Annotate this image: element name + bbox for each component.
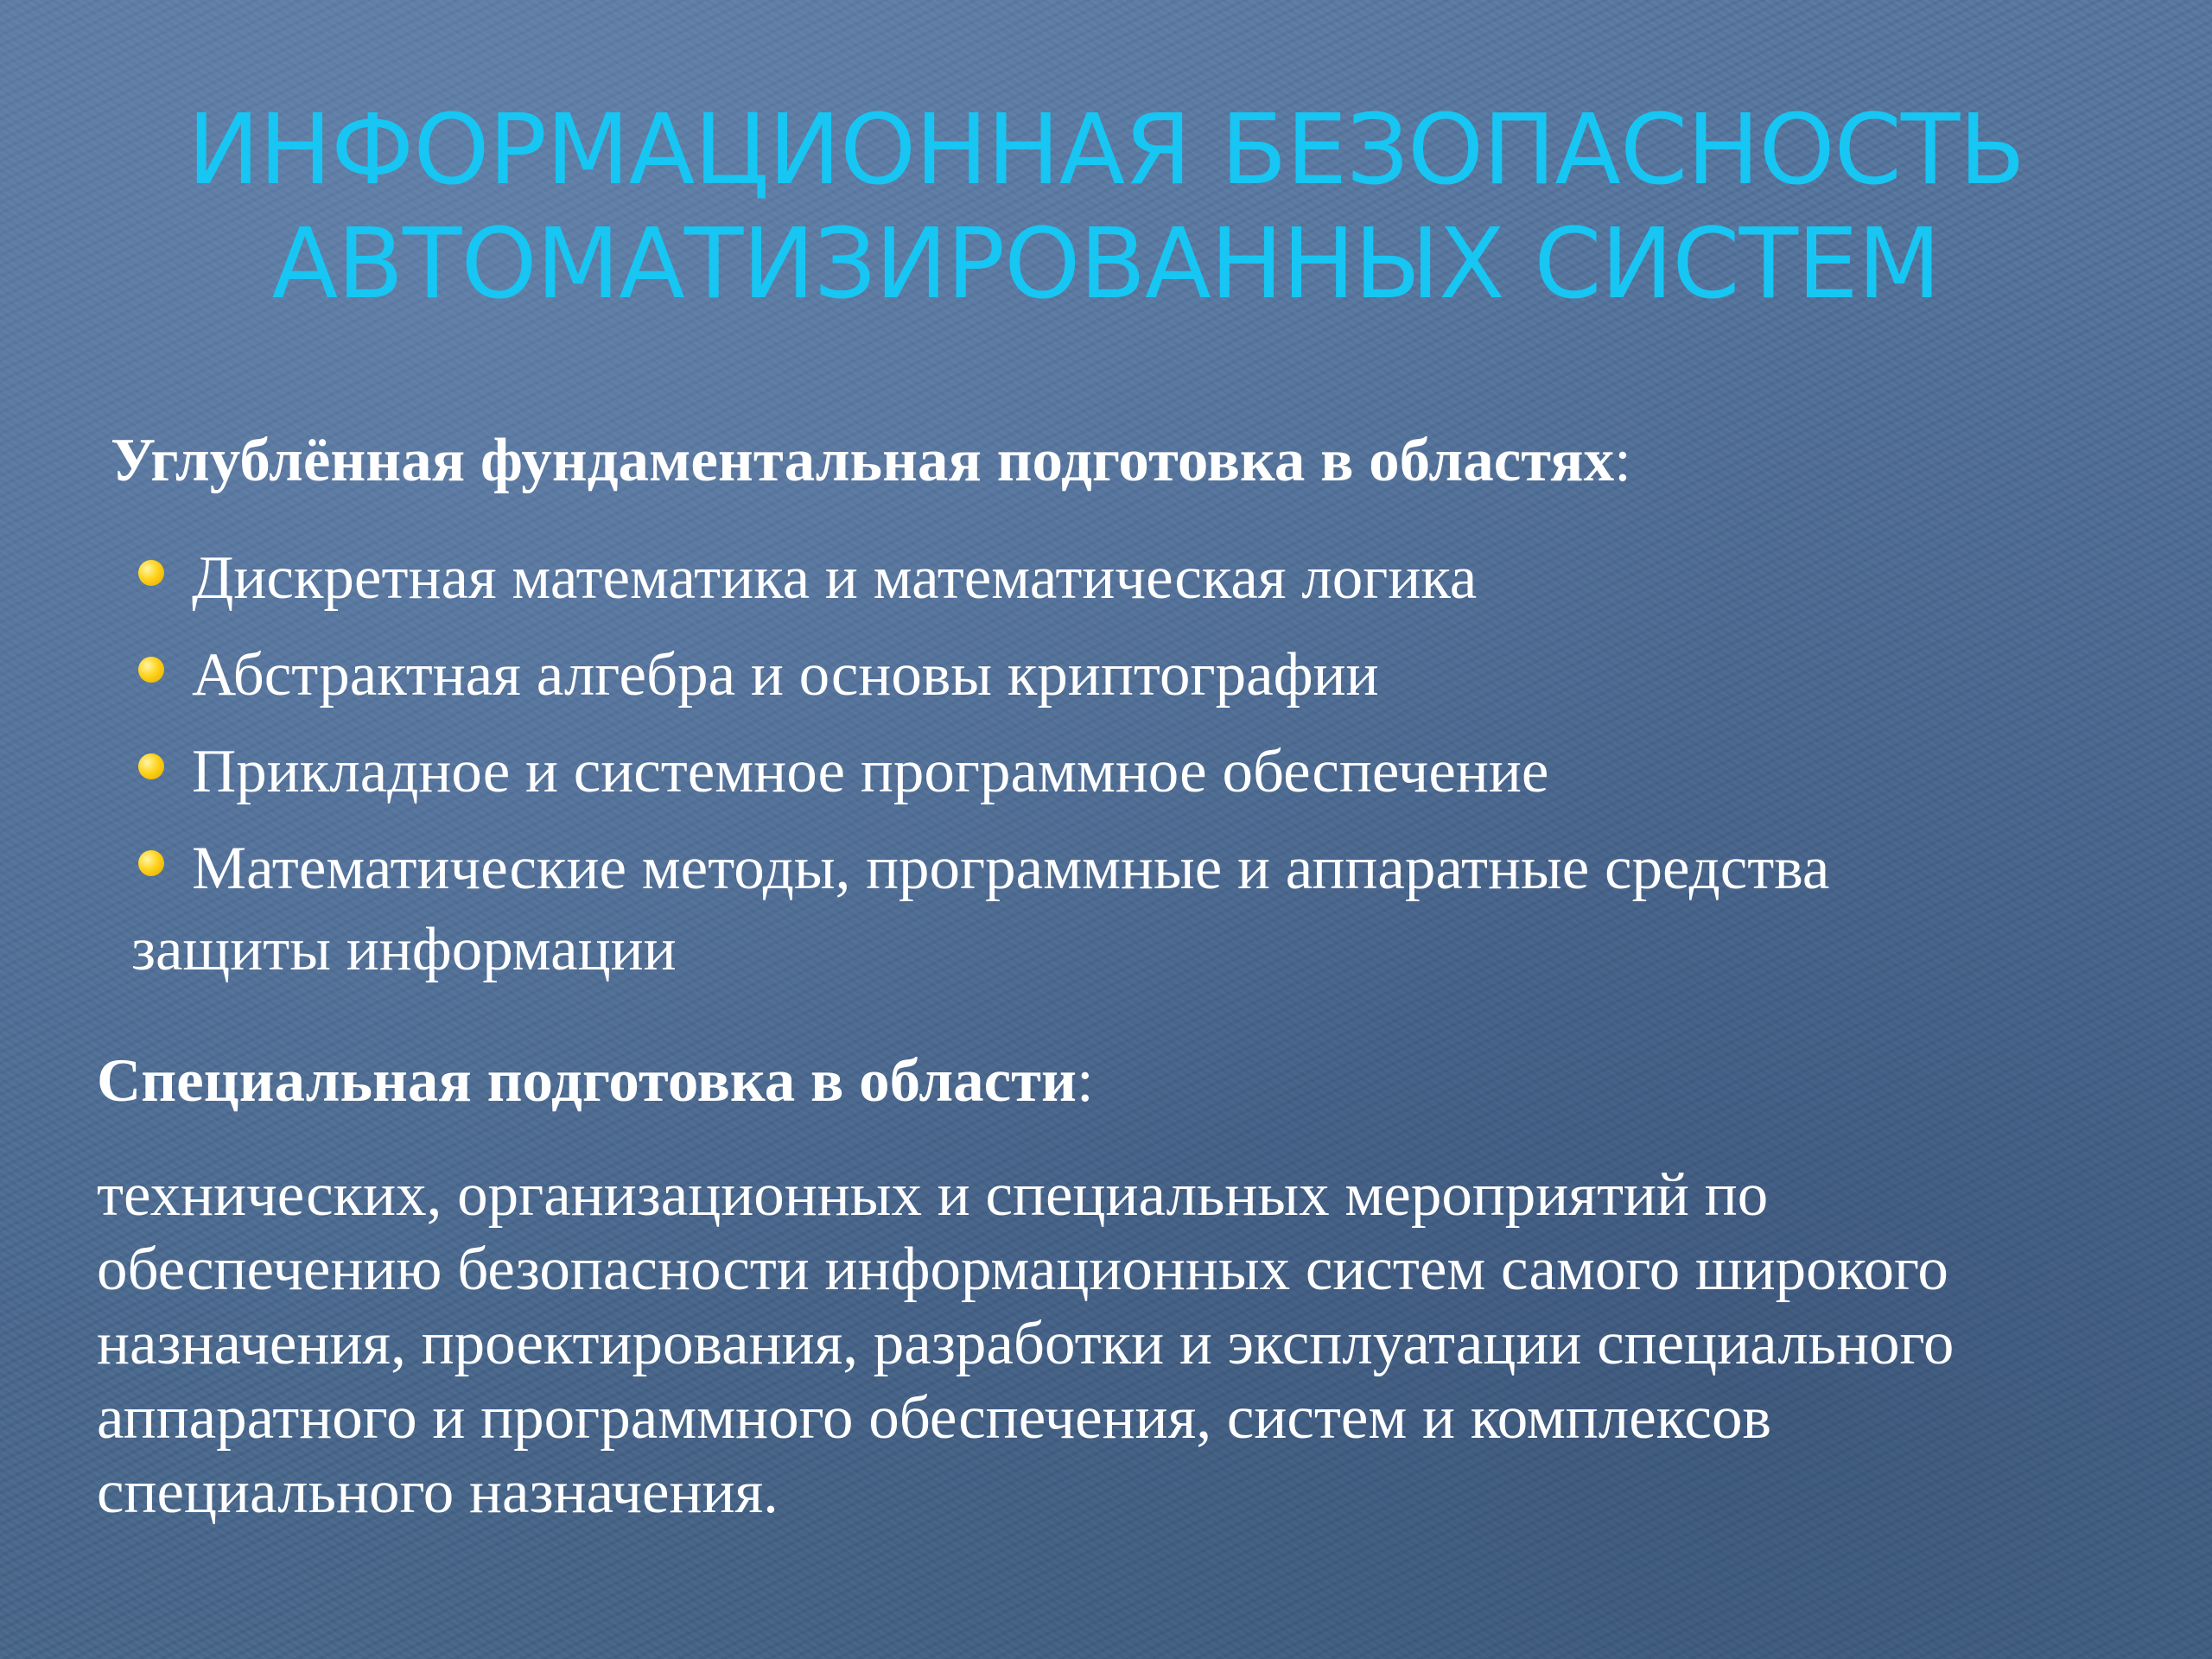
list-item: [138, 731, 2091, 812]
bullet-dot-icon: [138, 657, 164, 683]
list-item-text: Прикладное и системное программное обеспечение: [192, 738, 1549, 805]
paragraph-line: специального назначения.: [97, 1459, 779, 1526]
bullet-dot-icon: [138, 850, 164, 876]
section-special-heading-colon: :: [1076, 1047, 1094, 1115]
bullet-dot-icon: [138, 560, 164, 586]
paragraph-line: обеспечению безопасности информационных систем самого широкого: [97, 1236, 1948, 1303]
section-fundamental-heading-text: Углублённая фундаментальная подготовка в областях: [111, 427, 1615, 494]
slide-title-line-1: ИНФОРМАЦИОННАЯ БЕЗОПАСНОСТЬ: [187, 94, 2025, 207]
paragraph-line: аппаратного и программного обеспечения, систем и комплексов: [97, 1384, 1771, 1452]
paragraph-line: технических, организационных и специальных мероприятий по: [97, 1161, 1769, 1229]
section-special-heading-text: Специальная подготовка в области: [97, 1047, 1077, 1115]
list-item: [138, 537, 2091, 619]
list-item: [138, 634, 2091, 715]
section-fundamental-heading: [111, 422, 1631, 499]
bullet-dot-icon: [138, 753, 164, 779]
slide-title: [0, 93, 2212, 321]
list-item: [131, 828, 2091, 990]
list-item-text: Абстрактная алгебра и основы криптографии: [192, 641, 1379, 709]
section-special-heading: [97, 1042, 1094, 1120]
fundamental-areas-list: [131, 537, 2091, 1006]
paragraph-line: назначения, проектирования, разработки и эксплуатации специального: [97, 1310, 1955, 1377]
list-item-text: Математические методы, программные и аппаратные средства: [192, 835, 1830, 902]
list-item-continuation: защиты информации: [131, 916, 677, 983]
special-training-paragraph: [97, 1158, 2153, 1529]
slide-title-line-2: АВТОМАТИЗИРОВАННЫХ СИСТЕМ: [271, 208, 1941, 321]
section-fundamental-heading-colon: :: [1614, 427, 1631, 494]
list-item-text: Дискретная математика и математическая логика: [192, 544, 1478, 612]
